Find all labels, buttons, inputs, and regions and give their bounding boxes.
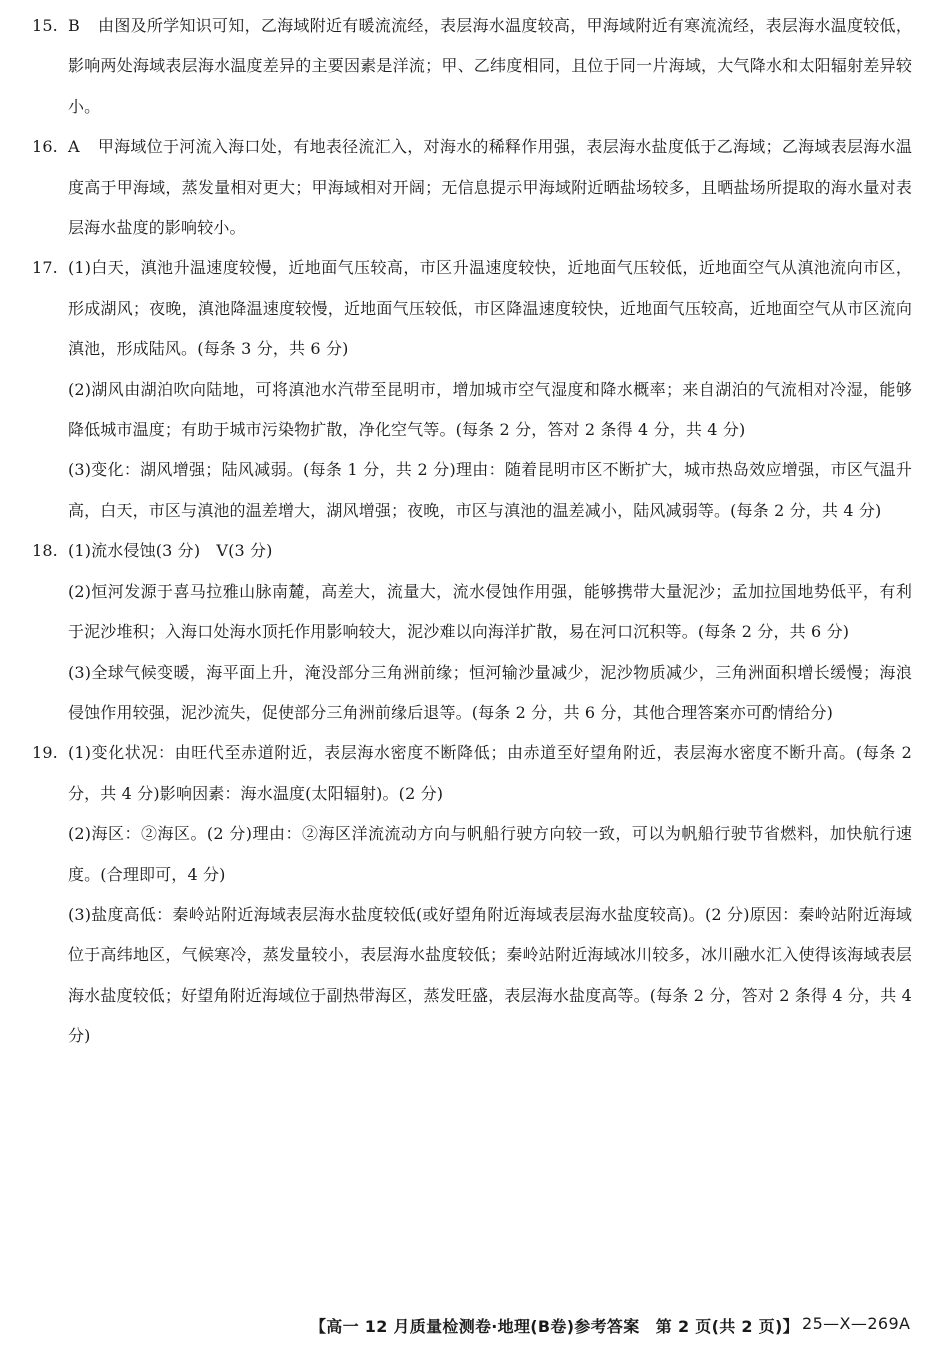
answer-18-part-2: (2)恒河发源于喜马拉雅山脉南麓，高差大，流量大，流水侵蚀作用强，能够携带大量泥沙；孟加拉国地势低平，有利于泥沙堆积；入海口处海水顶托作用影响较大，泥沙难以向海洋扩散，易在河口沉积等。(每条 2 分，共 6 分) (68, 581, 912, 642)
choice-answer-15: B (68, 16, 80, 35)
answer-15 (32, 6, 912, 127)
question-number-18: 18. (32, 541, 58, 561)
explanation-16: 甲海域位于河流入海口处，有地表径流汇入，对海水的稀释作用强，表层海水盐度低于乙海域；乙海域表层海水温度高于甲海域，蒸发量相对更大；甲海域相对开阔；无信息提示甲海域附近晒盐场较多，且晒盐场所提取的海水量对表层海水盐度的影响较小。 (68, 137, 912, 238)
answer-17-part-2: (2)湖风由湖泊吹向陆地，可将滇池水汽带至昆明市，增加城市空气湿度和降水概率；来自湖泊的气流相对冷湿，能够降低城市温度；有助于城市污染物扩散，净化空气等。(每条 2 分，答对 2 条得 4 分，共 4 分) (68, 379, 912, 440)
question-number-15: 15. (32, 16, 58, 35)
question-number-19: 19. (32, 743, 58, 763)
answer-17 (32, 248, 912, 531)
question-number-16: 16. (32, 137, 58, 157)
answer-19-part-3: (3)盐度高低：秦岭站附近海域表层海水盐度较低(或好望角附近海域表层海水盐度较高)。(2 分)原因：秦岭站附近海域位于高纬地区，气候寒冷，蒸发量较小，表层海水盐度较低；秦岭站附近海域冰川较多，冰川融水汇入使得该海域表层海水盐度较低；好望角附近海域位于副热带海区，蒸发旺盛，表层海水盐度高等。(每条 2 分，答对 2 条得 4 分，共 4 分) (68, 904, 912, 1046)
answer-19-part-2: (2)海区：②海区。(2 分)理由：②海区洋流流动方向与帆船行驶方向较一致，可以为帆船行驶节省燃料，加快航行速度。(合理即可，4 分) (68, 824, 912, 884)
footer-title: 【高一 12 月质量检测卷·地理(B卷)参考答案 第 2 页(共 2 页)】 (310, 1317, 799, 1336)
answer-17-part-3: (3)变化：湖风增强；陆风减弱。(每条 1 分，共 2 分)理由：随着昆明市区不断扩大，城市热岛效应增强，市区气温升高，白天，市区与滇池的温差增大，湖风增强；夜晚，市区与滇池的温差减小，陆风减弱等。(每条 2 分，共 4 分) (68, 460, 912, 520)
answer-content (32, 6, 912, 1057)
answer-16 (32, 127, 912, 248)
answer-18-part-1: (1)流水侵蚀(3 分) V(3 分) (68, 541, 273, 561)
page-footer (0, 1310, 950, 1340)
explanation-15: 由图及所学知识可知，乙海域附近有暖流流经，表层海水温度较高，甲海域附近有寒流流经，表层海水温度较低，影响两处海域表层海水温度差异的主要因素是洋流；甲、乙纬度相同，且位于同一片海域，大气降水和太阳辐射差异较小。 (68, 16, 912, 116)
footer-code: 25—X—269A (802, 1314, 911, 1333)
answer-19-part-1: (1)变化状况：由旺代至赤道附近，表层海水密度不断降低；由赤道至好望角附近，表层海水密度不断升高。(每条 2 分，共 4 分)影响因素：海水温度(太阳辐射)。(2 分) (68, 743, 912, 803)
answer-17-part-1: (1)白天，滇池升温速度较慢，近地面气压较高，市区升温速度较快，近地面气压较低，近地面空气从滇池流向市区，形成湖风；夜晚，滇池降温速度较慢，近地面气压较低，市区降温速度较快，近地面气压较高，近地面空气从市区流向滇池，形成陆风。(每条 3 分，共 6 分) (68, 258, 912, 359)
question-number-17: 17. (32, 258, 58, 278)
answer-18-part-3: (3)全球气候变暖，海平面上升，淹没部分三角洲前缘；恒河输沙量减少，泥沙物质减少，三角洲面积增长缓慢；海浪侵蚀作用较强，泥沙流失，促使部分三角洲前缘后退等。(每条 2 分，共 6 分，其他合理答案亦可酌情给分) (68, 662, 912, 722)
choice-answer-16: A (68, 137, 80, 157)
answer-18 (32, 531, 912, 733)
answer-19 (32, 733, 912, 1056)
